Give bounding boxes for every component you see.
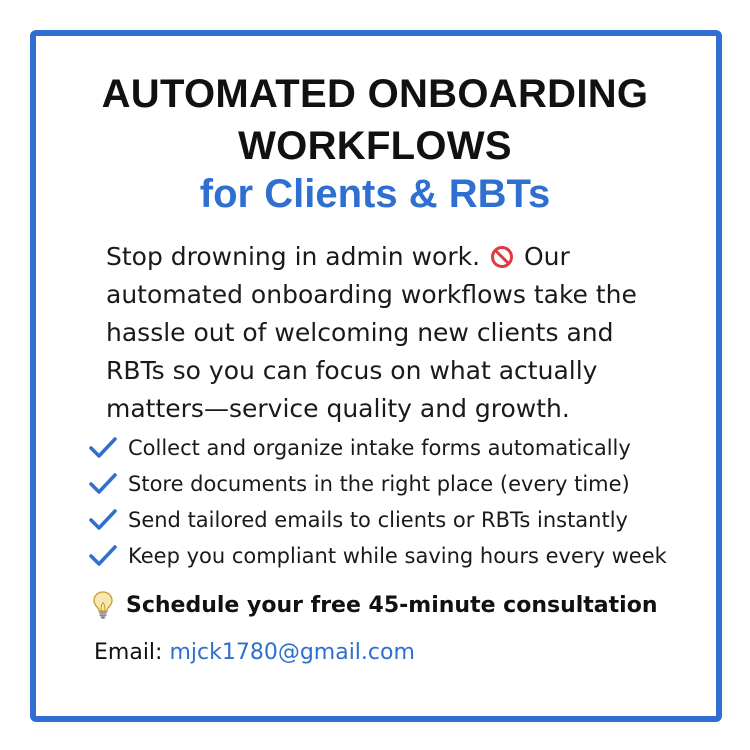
benefit-text: Send tailored emails to clients or RBTs instantly [128,508,628,532]
intro-line-3: hassle out of welcoming new clients and [106,318,614,347]
checkmark-icon [88,508,118,532]
benefit-item [88,502,728,538]
intro-paragraph [106,238,706,428]
intro-line-1b: Our [523,242,570,271]
lightbulb-icon [92,590,114,620]
prohibited-icon [490,245,514,269]
headline-line-2: WORKFLOWS [238,124,512,168]
subtitle: for Clients & RBTs [199,172,551,216]
consultation-cta [92,590,658,620]
checkmark-icon [88,544,118,568]
intro-line-4: RBTs so you can focus on what actually [106,356,598,385]
benefit-item [88,538,728,574]
benefit-item [88,466,728,502]
headline-line-1: AUTOMATED ONBOARDING [101,72,649,116]
benefit-text: Store documents in the right place (every time) [128,472,630,496]
intro-line-1a: Stop drowning in admin work. [106,242,481,271]
email-address-link[interactable]: mjck1780@gmail.com [169,640,415,665]
intro-line-5: matters—service quality and growth. [106,394,570,423]
benefit-text: Keep you compliant while saving hours every week [128,544,667,568]
benefit-list [88,430,728,574]
contact-email [94,640,415,665]
checkmark-icon [88,472,118,496]
intro-line-1 [106,238,706,276]
email-label: Email: [94,640,163,665]
checkmark-icon [88,436,118,460]
intro-line-2: automated onboarding workflows take the [106,280,637,309]
benefit-item [88,430,728,466]
cta-text: Schedule your free 45-minute consultation [126,592,658,618]
benefit-text: Collect and organize intake forms automatically [128,436,631,460]
